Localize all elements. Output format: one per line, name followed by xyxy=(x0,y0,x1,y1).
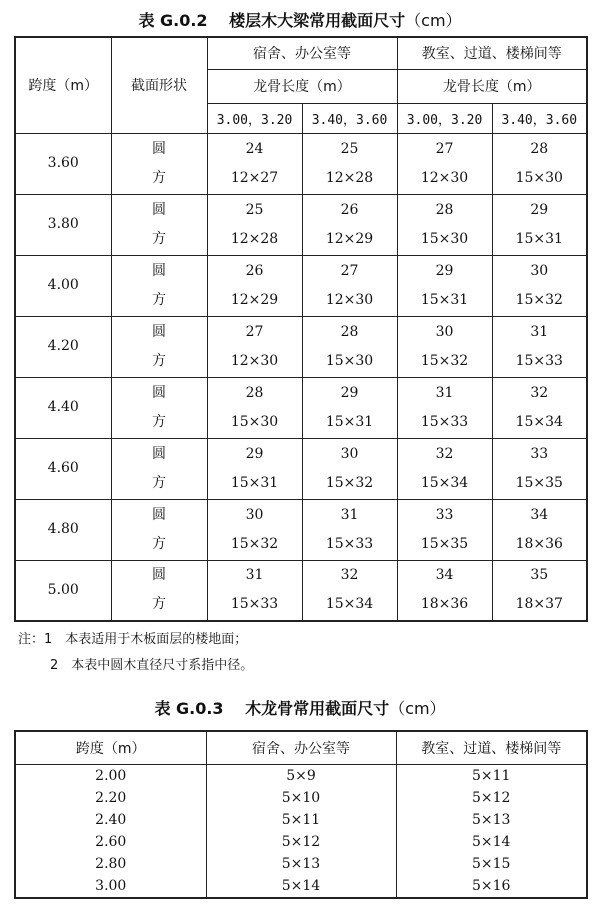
square-section: 12×29 xyxy=(230,291,279,308)
table-row xyxy=(15,765,587,788)
square-section: 15×32 xyxy=(325,474,374,491)
round-diameter: 32 xyxy=(435,445,454,462)
round-diameter: 29 xyxy=(245,445,264,462)
square-section: 15×32 xyxy=(420,352,469,369)
table-row xyxy=(15,853,587,875)
size-cell xyxy=(397,377,492,438)
size-cell xyxy=(397,194,492,255)
shape-label: 圆 xyxy=(152,140,166,157)
size-cell xyxy=(302,560,397,621)
table-row xyxy=(15,560,587,621)
square-section: 18×36 xyxy=(420,596,469,613)
size-cell xyxy=(302,255,397,316)
header-group-classroom: 教室、过道、楼梯间等 xyxy=(397,37,587,69)
shape-label: 圆 xyxy=(152,384,166,401)
table2-title-prefix: 表 G.0.3 xyxy=(154,699,224,718)
round-diameter: 28 xyxy=(245,384,264,401)
square-section: 15×30 xyxy=(325,352,374,369)
size-cell xyxy=(492,377,587,438)
note-item: 2 本表中圆木直径尺寸系指中径。 xyxy=(50,658,254,673)
table-row xyxy=(15,499,587,560)
shape-label: 圆 xyxy=(152,506,166,523)
table-row xyxy=(15,194,587,255)
span-cell: 5.00 xyxy=(15,560,111,621)
table1-title-prefix: 表 G.0.2 xyxy=(138,11,208,30)
round-diameter: 27 xyxy=(245,323,264,340)
span-cell: 2.00 xyxy=(15,765,206,788)
shape-cell xyxy=(111,255,207,316)
square-section: 15×31 xyxy=(325,413,374,430)
size-cell: 5×12 xyxy=(396,787,587,809)
table1-title-text: 楼层木大梁常用截面尺寸 xyxy=(229,11,406,30)
shape-cell xyxy=(111,316,207,377)
size-cell: 5×15 xyxy=(396,853,587,875)
square-section: 12×30 xyxy=(420,169,469,186)
round-diameter: 28 xyxy=(435,201,454,218)
span-cell: 3.80 xyxy=(15,194,111,255)
round-diameter: 30 xyxy=(340,445,359,462)
t2-header-dormitory: 宿舍、办公室等 xyxy=(206,731,396,765)
size-cell: 5×11 xyxy=(206,809,396,831)
notes xyxy=(18,627,253,679)
square-section: 15×31 xyxy=(420,291,469,308)
round-diameter: 26 xyxy=(245,262,264,279)
round-diameter: 35 xyxy=(530,567,549,584)
square-section: 12×28 xyxy=(230,230,279,247)
round-diameter: 31 xyxy=(435,384,454,401)
round-diameter: 25 xyxy=(245,201,264,218)
size-cell xyxy=(492,316,587,377)
table-row xyxy=(15,133,587,194)
round-diameter: 31 xyxy=(245,567,264,584)
square-section: 15×35 xyxy=(515,474,563,491)
square-section: 12×27 xyxy=(230,169,279,186)
table2-joist-sizes xyxy=(14,730,588,899)
square-section: 15×34 xyxy=(515,413,563,430)
size-cell xyxy=(492,133,587,194)
table-row xyxy=(15,377,587,438)
size-cell xyxy=(302,194,397,255)
span-cell: 3.60 xyxy=(15,133,111,194)
size-cell xyxy=(492,194,587,255)
square-section: 15×32 xyxy=(230,535,279,552)
size-cell: 5×11 xyxy=(396,765,587,788)
round-diameter: 25 xyxy=(340,140,359,157)
size-cell: 5×10 xyxy=(206,787,396,809)
shape-cell xyxy=(111,133,207,194)
span-cell: 2.20 xyxy=(15,787,206,809)
notes-label: 注： xyxy=(18,632,45,647)
table-row xyxy=(15,831,587,853)
header-keel-length-1: 龙骨长度（m） xyxy=(207,69,397,103)
table-row xyxy=(15,875,587,898)
square-section: 12×29 xyxy=(325,230,374,247)
shape-label: 圆 xyxy=(152,323,166,340)
square-section: 15×33 xyxy=(420,413,469,430)
round-diameter: 24 xyxy=(245,140,264,157)
header-keel-value: 3.00，3.20 xyxy=(397,103,492,133)
size-cell xyxy=(397,499,492,560)
size-cell xyxy=(207,560,302,621)
size-cell xyxy=(207,438,302,499)
square-section: 15×30 xyxy=(420,230,469,247)
round-diameter: 31 xyxy=(340,506,359,523)
shape-label: 圆 xyxy=(152,445,166,462)
size-cell xyxy=(397,560,492,621)
round-diameter: 28 xyxy=(340,323,359,340)
size-cell xyxy=(397,316,492,377)
size-cell: 5×13 xyxy=(396,809,587,831)
size-cell xyxy=(207,133,302,194)
square-section: 15×33 xyxy=(325,535,374,552)
table1-title-unit: （cm） xyxy=(405,11,462,30)
round-diameter: 33 xyxy=(435,506,454,523)
table-row xyxy=(15,438,587,499)
size-cell: 5×14 xyxy=(206,875,396,898)
size-cell: 5×9 xyxy=(206,765,396,788)
round-diameter: 32 xyxy=(530,384,549,401)
round-diameter: 27 xyxy=(435,140,454,157)
shape-label: 方 xyxy=(152,230,166,247)
table-row xyxy=(15,809,587,831)
note-item: 1 本表适用于木板面层的楼地面； xyxy=(44,632,248,647)
shape-label: 方 xyxy=(152,352,166,369)
square-section: 15×32 xyxy=(515,291,563,308)
shape-label: 圆 xyxy=(152,567,166,584)
size-cell xyxy=(397,133,492,194)
shape-label: 方 xyxy=(152,291,166,308)
size-cell xyxy=(207,499,302,560)
header-shape: 截面形状 xyxy=(111,37,207,133)
square-section: 18×36 xyxy=(515,535,563,552)
shape-cell xyxy=(111,194,207,255)
header-keel-length-2: 龙骨长度（m） xyxy=(397,69,587,103)
size-cell: 5×14 xyxy=(396,831,587,853)
round-diameter: 27 xyxy=(340,262,359,279)
span-cell: 2.80 xyxy=(15,853,206,875)
header-keel-value: 3.00，3.20 xyxy=(207,103,302,133)
square-section: 12×28 xyxy=(325,169,374,186)
shape-cell xyxy=(111,377,207,438)
square-section: 15×34 xyxy=(420,474,469,491)
shape-label: 方 xyxy=(152,535,166,552)
table1-title xyxy=(0,8,600,31)
square-section: 15×35 xyxy=(420,535,469,552)
size-cell xyxy=(492,560,587,621)
table-row xyxy=(15,255,587,316)
square-section: 15×31 xyxy=(230,474,279,491)
round-diameter: 30 xyxy=(245,506,264,523)
table-row xyxy=(15,787,587,809)
shape-label: 圆 xyxy=(152,201,166,218)
round-diameter: 31 xyxy=(530,323,549,340)
square-section: 15×31 xyxy=(515,230,563,247)
t2-header-span: 跨度（m） xyxy=(15,731,206,765)
size-cell: 5×16 xyxy=(396,875,587,898)
shape-label: 方 xyxy=(152,413,166,430)
round-diameter: 34 xyxy=(435,567,454,584)
table2-title-text: 木龙骨常用截面尺寸 xyxy=(245,699,390,718)
shape-cell xyxy=(111,438,207,499)
square-section: 15×33 xyxy=(515,352,563,369)
shape-label: 方 xyxy=(152,169,166,186)
square-section: 12×30 xyxy=(325,291,374,308)
span-cell: 4.00 xyxy=(15,255,111,316)
shape-label: 方 xyxy=(152,596,166,613)
size-cell xyxy=(492,438,587,499)
square-section: 15×30 xyxy=(515,169,563,186)
span-cell: 4.80 xyxy=(15,499,111,560)
table2-title xyxy=(0,696,600,719)
size-cell: 5×12 xyxy=(206,831,396,853)
round-diameter: 29 xyxy=(340,384,359,401)
shape-cell xyxy=(111,499,207,560)
size-cell xyxy=(302,133,397,194)
size-cell xyxy=(397,255,492,316)
round-diameter: 32 xyxy=(340,567,359,584)
span-cell: 3.00 xyxy=(15,875,206,898)
table2-title-unit: （cm） xyxy=(389,699,446,718)
size-cell xyxy=(207,194,302,255)
square-section: 12×30 xyxy=(230,352,279,369)
round-diameter: 34 xyxy=(530,506,549,523)
size-cell xyxy=(492,499,587,560)
table-row xyxy=(15,316,587,377)
square-section: 18×37 xyxy=(515,596,563,613)
span-cell: 2.40 xyxy=(15,809,206,831)
span-cell: 4.40 xyxy=(15,377,111,438)
span-cell: 4.20 xyxy=(15,316,111,377)
shape-label: 方 xyxy=(152,474,166,491)
size-cell xyxy=(207,255,302,316)
header-keel-value: 3.40，3.60 xyxy=(492,103,587,133)
header-keel-value: 3.40，3.60 xyxy=(302,103,397,133)
round-diameter: 29 xyxy=(530,201,549,218)
square-section: 15×33 xyxy=(230,596,279,613)
square-section: 15×34 xyxy=(325,596,374,613)
size-cell xyxy=(207,377,302,438)
span-cell: 4.60 xyxy=(15,438,111,499)
t2-header-classroom: 教室、过道、楼梯间等 xyxy=(396,731,587,765)
size-cell xyxy=(302,316,397,377)
size-cell xyxy=(207,316,302,377)
size-cell xyxy=(302,377,397,438)
shape-label: 圆 xyxy=(152,262,166,279)
size-cell xyxy=(302,438,397,499)
table1-beam-sizes xyxy=(14,36,588,622)
size-cell xyxy=(397,438,492,499)
round-diameter: 33 xyxy=(530,445,549,462)
round-diameter: 30 xyxy=(435,323,454,340)
round-diameter: 26 xyxy=(340,201,359,218)
header-span: 跨度（m） xyxy=(15,37,111,133)
shape-cell xyxy=(111,560,207,621)
size-cell xyxy=(492,255,587,316)
span-cell: 2.60 xyxy=(15,831,206,853)
round-diameter: 30 xyxy=(530,262,549,279)
header-group-dormitory: 宿舍、办公室等 xyxy=(207,37,397,69)
square-section: 15×30 xyxy=(230,413,279,430)
size-cell xyxy=(302,499,397,560)
round-diameter: 29 xyxy=(435,262,454,279)
round-diameter: 28 xyxy=(530,140,549,157)
size-cell: 5×13 xyxy=(206,853,396,875)
